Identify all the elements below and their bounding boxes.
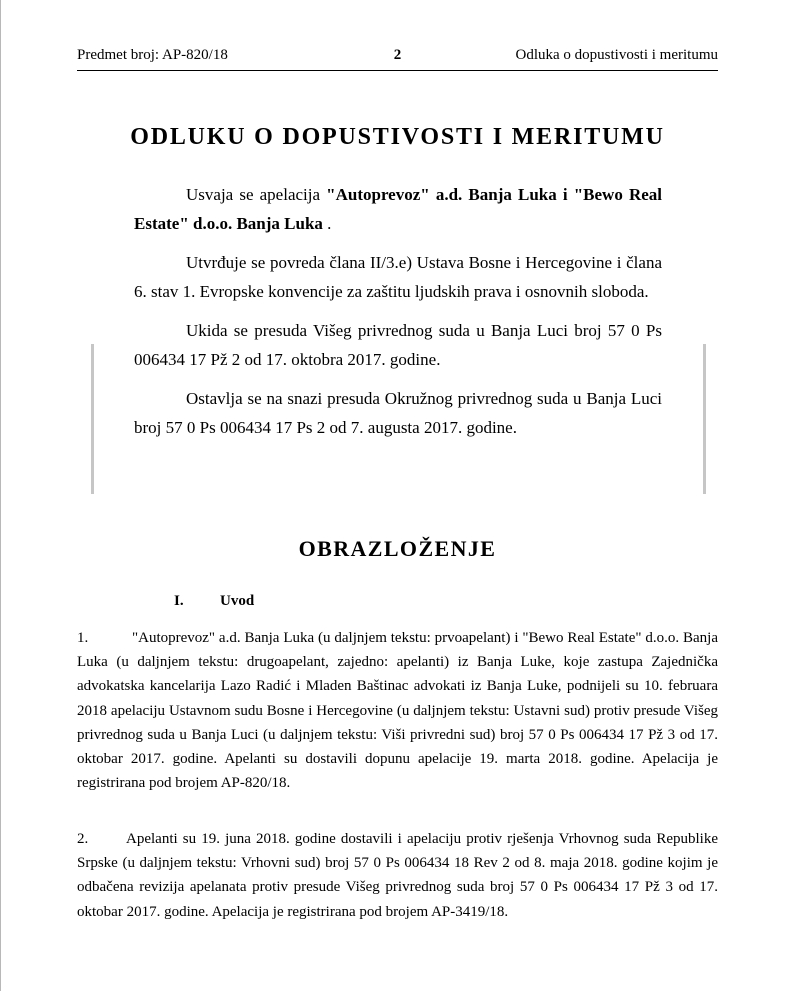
case-number: Predmet broj: AP-820/18 bbox=[77, 47, 228, 63]
paragraph-2 bbox=[77, 827, 718, 924]
page-title: ODLUKU O DOPUSTIVOSTI I MERITUMU bbox=[130, 124, 665, 150]
page-left-edge bbox=[0, 0, 1, 991]
decision-item-4: Ostavlja se na snazi presuda Okružnog privrednog suda u Banja Luci broj 57 0 Ps 006434 17 Ps 2 od 7. augusta 2017. godine. bbox=[134, 389, 662, 437]
change-bar-right bbox=[703, 344, 706, 494]
applicant-names: "Autoprevoz" a.d. Banja Luka i "Bewo Real Estate" d.o.o. Banja Luka bbox=[134, 185, 663, 233]
section-number: I. bbox=[174, 593, 184, 609]
change-bar-left bbox=[91, 344, 94, 494]
paragraph-number: 2. bbox=[77, 831, 89, 847]
page-number: 2 bbox=[393, 47, 402, 63]
paragraph-text: "Autoprevoz" a.d. Banja Luka (u daljnjem tekstu: prvoapelant) i "Bewo Real Estate" d.o.o. Banja Luka (u daljnjem tekstu: drugoapelant, zajedno: apelanti) iz Banja Luke, koje zastupa Zajednička advokatska kancelarija Lazo Radić i Mladen Baštinac advokati iz Banja Luke, podnijeli su 10. februara 2018 apelaciju Ustavnom sudu Bosne i Hercegovine (u daljnjem tekstu: Ustavni sud) protiv presude Višeg privrednog suda u Banja Luci (u daljnjem tekstu: Viši privredni sud) broj 57 0 Ps 006434 17 Pž 3 od 17. oktobar 2017. godine. Apelanti su dostavili dopunu apelacije 19. marta 2018. godine. Apelacija je registrirana pod brojem AP-820/18. bbox=[77, 630, 718, 792]
reasoning-heading: OBRAZLOŽENJE bbox=[298, 536, 497, 561]
document-type: Odluka o dopustivosti i meritumu bbox=[515, 47, 718, 63]
page-header bbox=[77, 47, 718, 71]
header-rule bbox=[77, 70, 718, 71]
paragraph-text: Apelanti su 19. juna 2018. godine dostavili i apelaciju protiv rješenja Vrhovnog suda Republike Srpske (u daljnjem tekstu: Vrhovni sud) broj 57 0 Ps 006434 18 Rev 2 od 8. maja 2018. godine kojim je odbačena revizija apelanata protiv presude Višeg privrednog suda broj 57 0 Ps 006434 17 Pž 3 od 17. oktobar 2017. godine. Apelacija je registrirana pod brojem AP-3419/18. bbox=[77, 831, 718, 920]
decision-section bbox=[134, 180, 662, 452]
section-heading bbox=[174, 593, 254, 610]
decision-item-3: Ukida se presuda Višeg privrednog suda u Banja Luci broj 57 0 Ps 006434 17 Pž 2 od 17. oktobra 2017. godine. bbox=[134, 321, 662, 369]
paragraph-number: 1. bbox=[77, 630, 89, 646]
decision-item-1: Usvaja se apelacija "Autoprevoz" a.d. Banja Luka i "Bewo Real Estate" d.o.o. Banja Luka . bbox=[134, 185, 663, 233]
section-title: Uvod bbox=[220, 593, 255, 609]
paragraph-1 bbox=[77, 626, 718, 795]
decision-item-2: Utvrđuje se povreda člana II/3.e) Ustava Bosne i Hercegovine i člana 6. stav 1. Evropske konvencije za zaštitu ljudskih prava i osnovnih sloboda. bbox=[134, 253, 662, 301]
